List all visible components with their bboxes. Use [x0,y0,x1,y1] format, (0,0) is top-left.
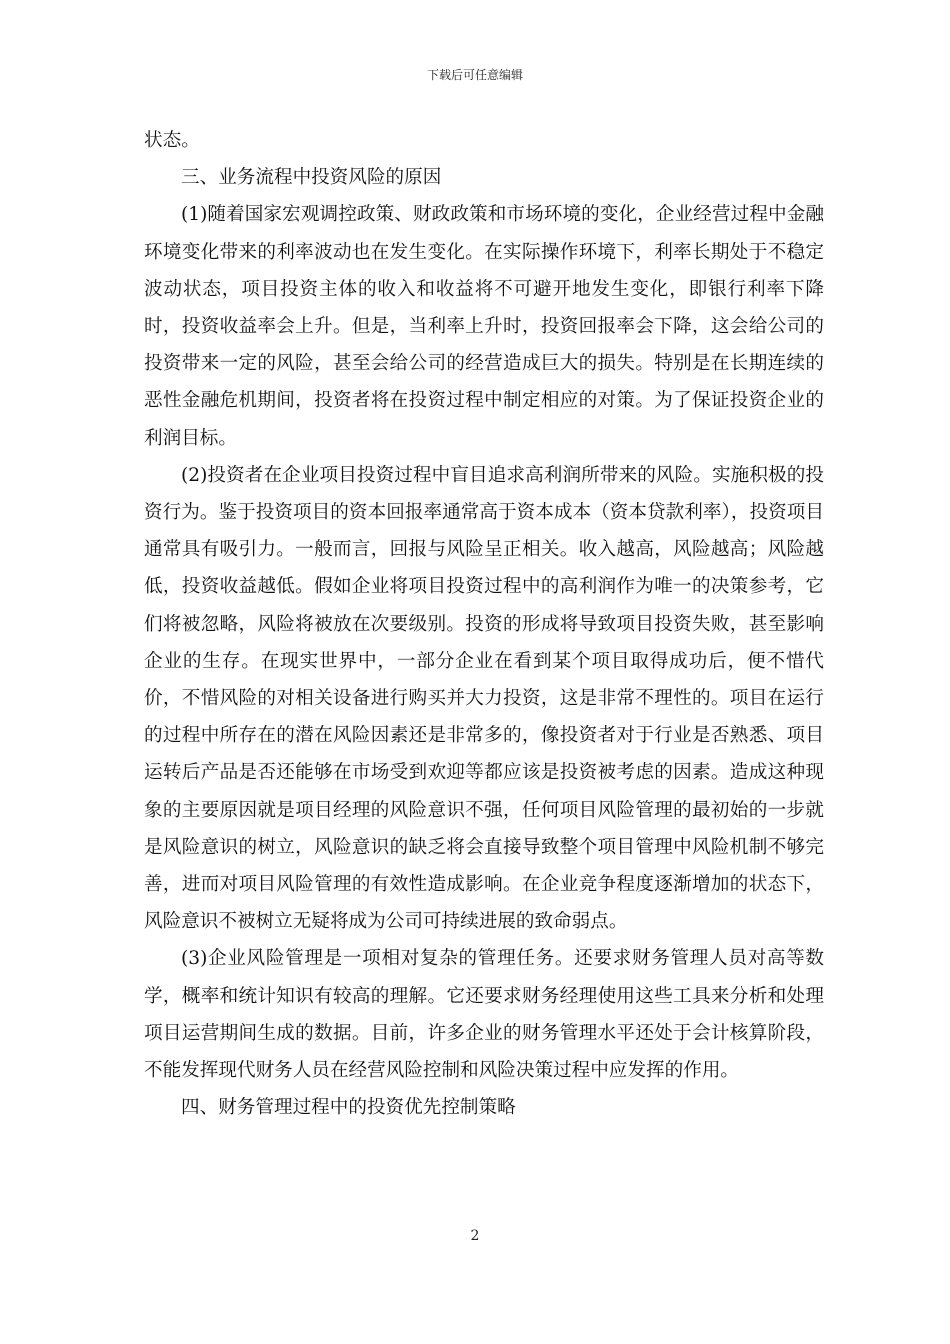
page-number: 2 [470,1228,480,1244]
document-body [144,122,824,1126]
page-header: 下载后可任意编辑 [426,68,523,82]
paragraph-2: (2)投资者在企业项目投资过程中盲目追求高利润所带来的风险。实施积极的投资行为。鉴于投资项目的资本回报率通常高于资本成本（资本贷款利率），投资项目通常具有吸引力。一般而言，回报与风险呈正相关。收入越高，风险越高；风险越低，投资收益越低。假如企业将项目投资过程中的高利润作为唯一的决策参考，它们将被忽略，风险将被放在次要级别。投资的形成将导致项目投资失败，甚至影响企业的生存。在现实世界中，一部分企业在看到某个项目取得成功后，便不惜代价，不惜风险的对相关设备进行购买并大力投资，这是非常不理性的。项目在运行的过程中所存在的潜在风险因素还是非常多的，像投资者对于行业是否熟悉、项目运转后产品是否还能够在市场受到欢迎等都应该是投资被考虑的因素。造成这种现象的主要原因就是项目经理的风险意识不强，任何项目风险管理的最初始的一步就是风险意识的树立，风险意识的缺乏将会直接导致整个项目管理中风险机制不够完善，进而对项目风险管理的有效性造成影响。在企业竞争程度逐渐增加的状态下，风险意识不被树立无疑将成为公司可持续进展的致命弱点。 [144,464,824,933]
paragraph-continuation: 状态。 [144,130,200,151]
paragraph-3: (3)企业风险管理是一项相对复杂的管理任务。还要求财务管理人员对高等数学，概率和统计知识有较高的理解。它还要求财务经理使用这些工具来分析和处理项目运营期间生成的数据。目前，许多企业的财务管理水平还处于会计核算阶段，不能发挥现代财务人员在经营风险控制和风险决策过程中应发挥的作用。 [144,948,824,1082]
paragraph-1: (1)随着国家宏观调控政策、财政政策和市场环境的变化，企业经营过程中金融环境变化带来的利率波动也在发生变化。在实际操作环境下，利率长期处于不稳定波动状态，项目投资主体的收入和收益将不可避开地发生变化，即银行利率下降时，投资收益率会上升。但是，当利率上升时，投资回报率会下降，这会给公司的投资带来一定的风险，甚至会给公司的经营造成巨大的损失。特别是在长期连续的恶性金融危机期间，投资者将在投资过程中制定相应的对策。为了保证投资企业的利润目标。 [144,204,824,449]
section-heading-3: 三、业务流程中投资风险的原因 [181,167,442,189]
section-heading-4: 四、财务管理过程中的投资优先控制策略 [181,1097,516,1119]
